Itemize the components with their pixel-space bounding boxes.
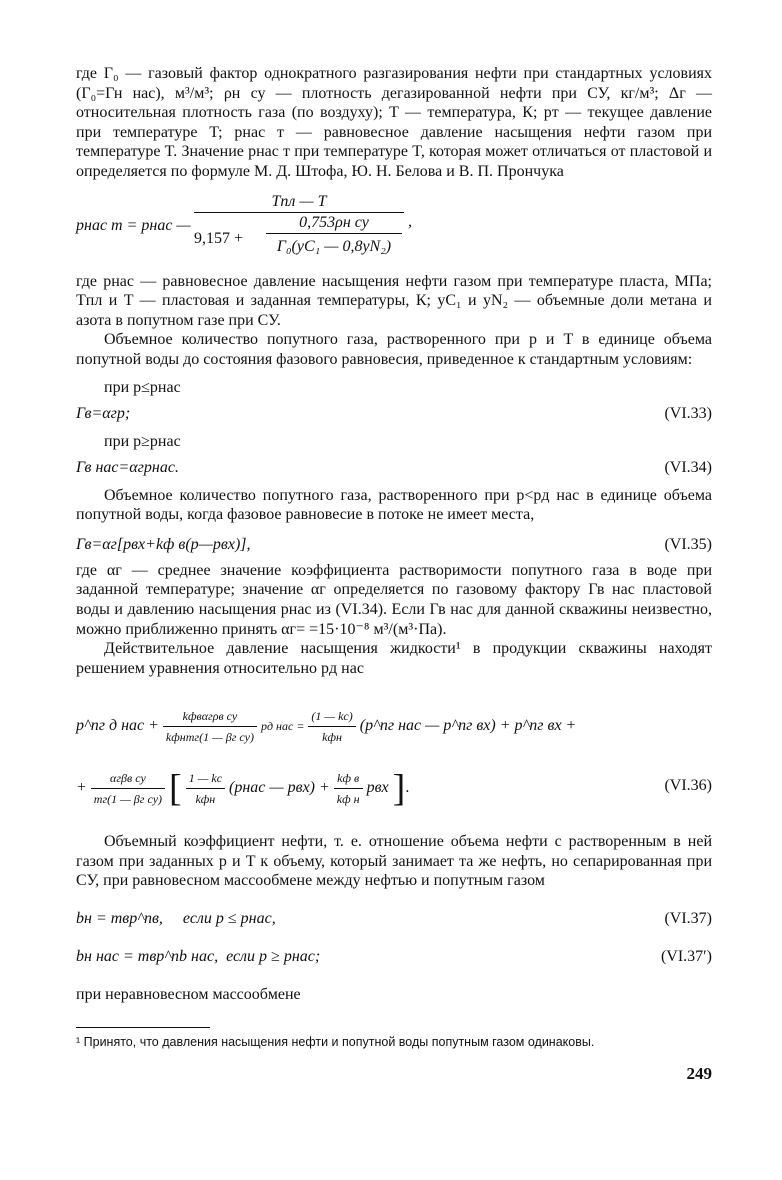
equation-vi-34-number: (VI.34): [664, 458, 712, 476]
eq36-l2-a: +: [76, 779, 87, 797]
equation-vi-36-line-2: [76, 768, 409, 809]
equation-vi-36-line-1: [76, 706, 576, 747]
equation-vi-33: [76, 404, 712, 424]
eq36-l2-b: (pнас — pвх) +: [229, 779, 330, 797]
paragraph-5: где αг — среднее значение коэффициента растворимости попутного газа в воде при заданной температуре; значение αг определяется по газовому фактору Гв нас пластовой воды и давлению насыщения pнас из (VI.34). Если Гв нас для данной скважины неизвестно, можно приближенно принять αг= =15·10⁻⁸ м³/(м³·Па).: [76, 561, 712, 638]
equation-vi-36: [76, 694, 712, 818]
right-bracket: ]: [392, 767, 406, 810]
condition-2: при p≥pнас: [104, 432, 181, 450]
paragraph-8: при неравновесном массообмене: [76, 986, 301, 1004]
eq36-l2-frac-3: [334, 768, 363, 809]
formula-shtof-numerator: Tпл — T: [194, 192, 404, 213]
eq36-l2-f2-den: kфн: [195, 792, 216, 807]
equation-vi-37-number: (VI.37): [664, 910, 712, 928]
equation-vi-37: [76, 909, 712, 929]
eq36-l1-f1-den: kфнmг(1 — βг су): [165, 730, 254, 745]
equation-vi-33-number: (VI.33): [664, 404, 712, 422]
eq36-l1-b: pд нас =: [260, 719, 305, 734]
equation-vi-33-body: Гв=αгp;: [76, 404, 131, 422]
footnote-divider: [76, 1027, 210, 1028]
eq36-l1-frac-1: [163, 706, 257, 747]
formula-shtof-denominator: [194, 213, 404, 259]
formula-shtof-fraction: [194, 192, 404, 259]
eq36-l1-f2-den: kфн: [322, 730, 342, 745]
equation-vi-36-number: (VI.36): [664, 777, 712, 795]
eq36-l2-c: pвх: [366, 779, 389, 797]
eq36-l1-f1-num: kфвαгρв су: [163, 706, 257, 727]
formula-shtof-den-den: Г₀(yC₁ — 0,8yN₂): [276, 237, 392, 255]
eq36-l2-f3-num: kф в: [334, 768, 363, 789]
equation-vi-37-prime-number: (VI.37′): [660, 948, 712, 966]
equation-vi-37-body: bн = mвp^nв, если p ≤ pнас,: [76, 910, 276, 928]
eq36-l2-frac-1: [91, 768, 165, 809]
paragraph-7: Объемный коэффициент нефти, т. е. отношение объема нефти с растворенным в ней газом при заданных p и T к объему, который занимает та же нефть, но сепарированная при СУ, при равновесном массообмене между нефтью и попутным газом: [76, 833, 712, 890]
paragraph-6: Действительное давление насыщения жидкости¹ в продукции скважины находят решением уравнения относительно pд нас: [76, 640, 712, 677]
eq36-l2-f1-num: αгβв су: [91, 768, 165, 789]
left-bracket: [: [169, 767, 182, 810]
formula-shtof: [76, 192, 712, 260]
equation-vi-37-prime: [76, 947, 712, 967]
paragraph-4: Объемное количество попутного газа, растворенного при p<pд нас в единице объема попутной воды, когда фазовое равновесие в потоке не имеет места,: [76, 486, 712, 524]
paragraph-1: где Г₀ — газовый фактор однократного разгазирования нефти при стандартных условиях (Г₀=Гн нас), м³/м³; ρн су — плотность дегазированной нефти при СУ, кг/м³; Δг — относительная плотность газа (по воздуху); T — температура, К; pт — текущее давление при температуре T; pнас т — равновесное давление насыщения нефти газом при температуре T. Значение pнас т при температуре T, которая может отличаться от пластовой и определяется по формуле М. Д. Штофа, Ю. Н. Белова и В. П. Прончука: [76, 65, 712, 180]
equation-vi-35: [76, 535, 712, 555]
footnote: ¹ Принято, что давления насыщения нефти и попутной воды попутным газом одинаковы.: [76, 1034, 595, 1049]
eq36-l1-c: (p^nг нас — p^nг вх) + p^nг вх +: [359, 717, 577, 735]
page-number: 249: [686, 1063, 712, 1083]
formula-shtof-den-num: 0,753ρн су: [266, 213, 402, 234]
condition-1: при p≤pнас: [104, 378, 181, 396]
eq36-l1-f2-num: (1 — kс): [308, 706, 355, 727]
eq36-l1-frac-2: [308, 706, 355, 747]
equation-vi-34-body: Гв нас=αгpнас.: [76, 458, 179, 476]
eq36-l2-frac-2: [186, 768, 225, 809]
equation-vi-37-prime-body: bн нас = mвp^nb нас, если p ≥ pнас;: [76, 948, 321, 966]
paragraph-2: где pнас — равновесное давление насыщения нефти газом при температуре пласта, МПа; Tпл и T — пластовая и заданная температуры, К; yC₁ и yN₂ — объемные доли метана и азота в попутном газе при СУ.: [76, 272, 712, 329]
formula-shtof-lhs: pнас т = pнас —: [76, 216, 191, 234]
eq36-l2-f3-den: kф н: [336, 792, 360, 807]
eq36-period: .: [405, 779, 410, 797]
equation-vi-34: [76, 458, 712, 478]
eq36-l2-f2-num: 1 — kс: [186, 768, 225, 789]
formula-shtof-den-a: 9,157 +: [194, 229, 244, 247]
paragraph-3: Объемное количество попутного газа, растворенного при p и T в единице объема попутной воды до состояния фазового равновесия, приведенное к стандартным условиям:: [76, 331, 712, 368]
eq36-l2-f1-den: mг(1 — βг су): [93, 792, 163, 807]
page-body: [76, 64, 712, 1084]
formula-shtof-tail: ,: [408, 212, 412, 230]
eq36-l1-a: p^nг д нас +: [76, 717, 159, 735]
equation-vi-35-number: (VI.35): [664, 535, 712, 553]
equation-vi-35-body: Гв=αг[pвх+kф в(p—pвх)],: [76, 535, 251, 553]
